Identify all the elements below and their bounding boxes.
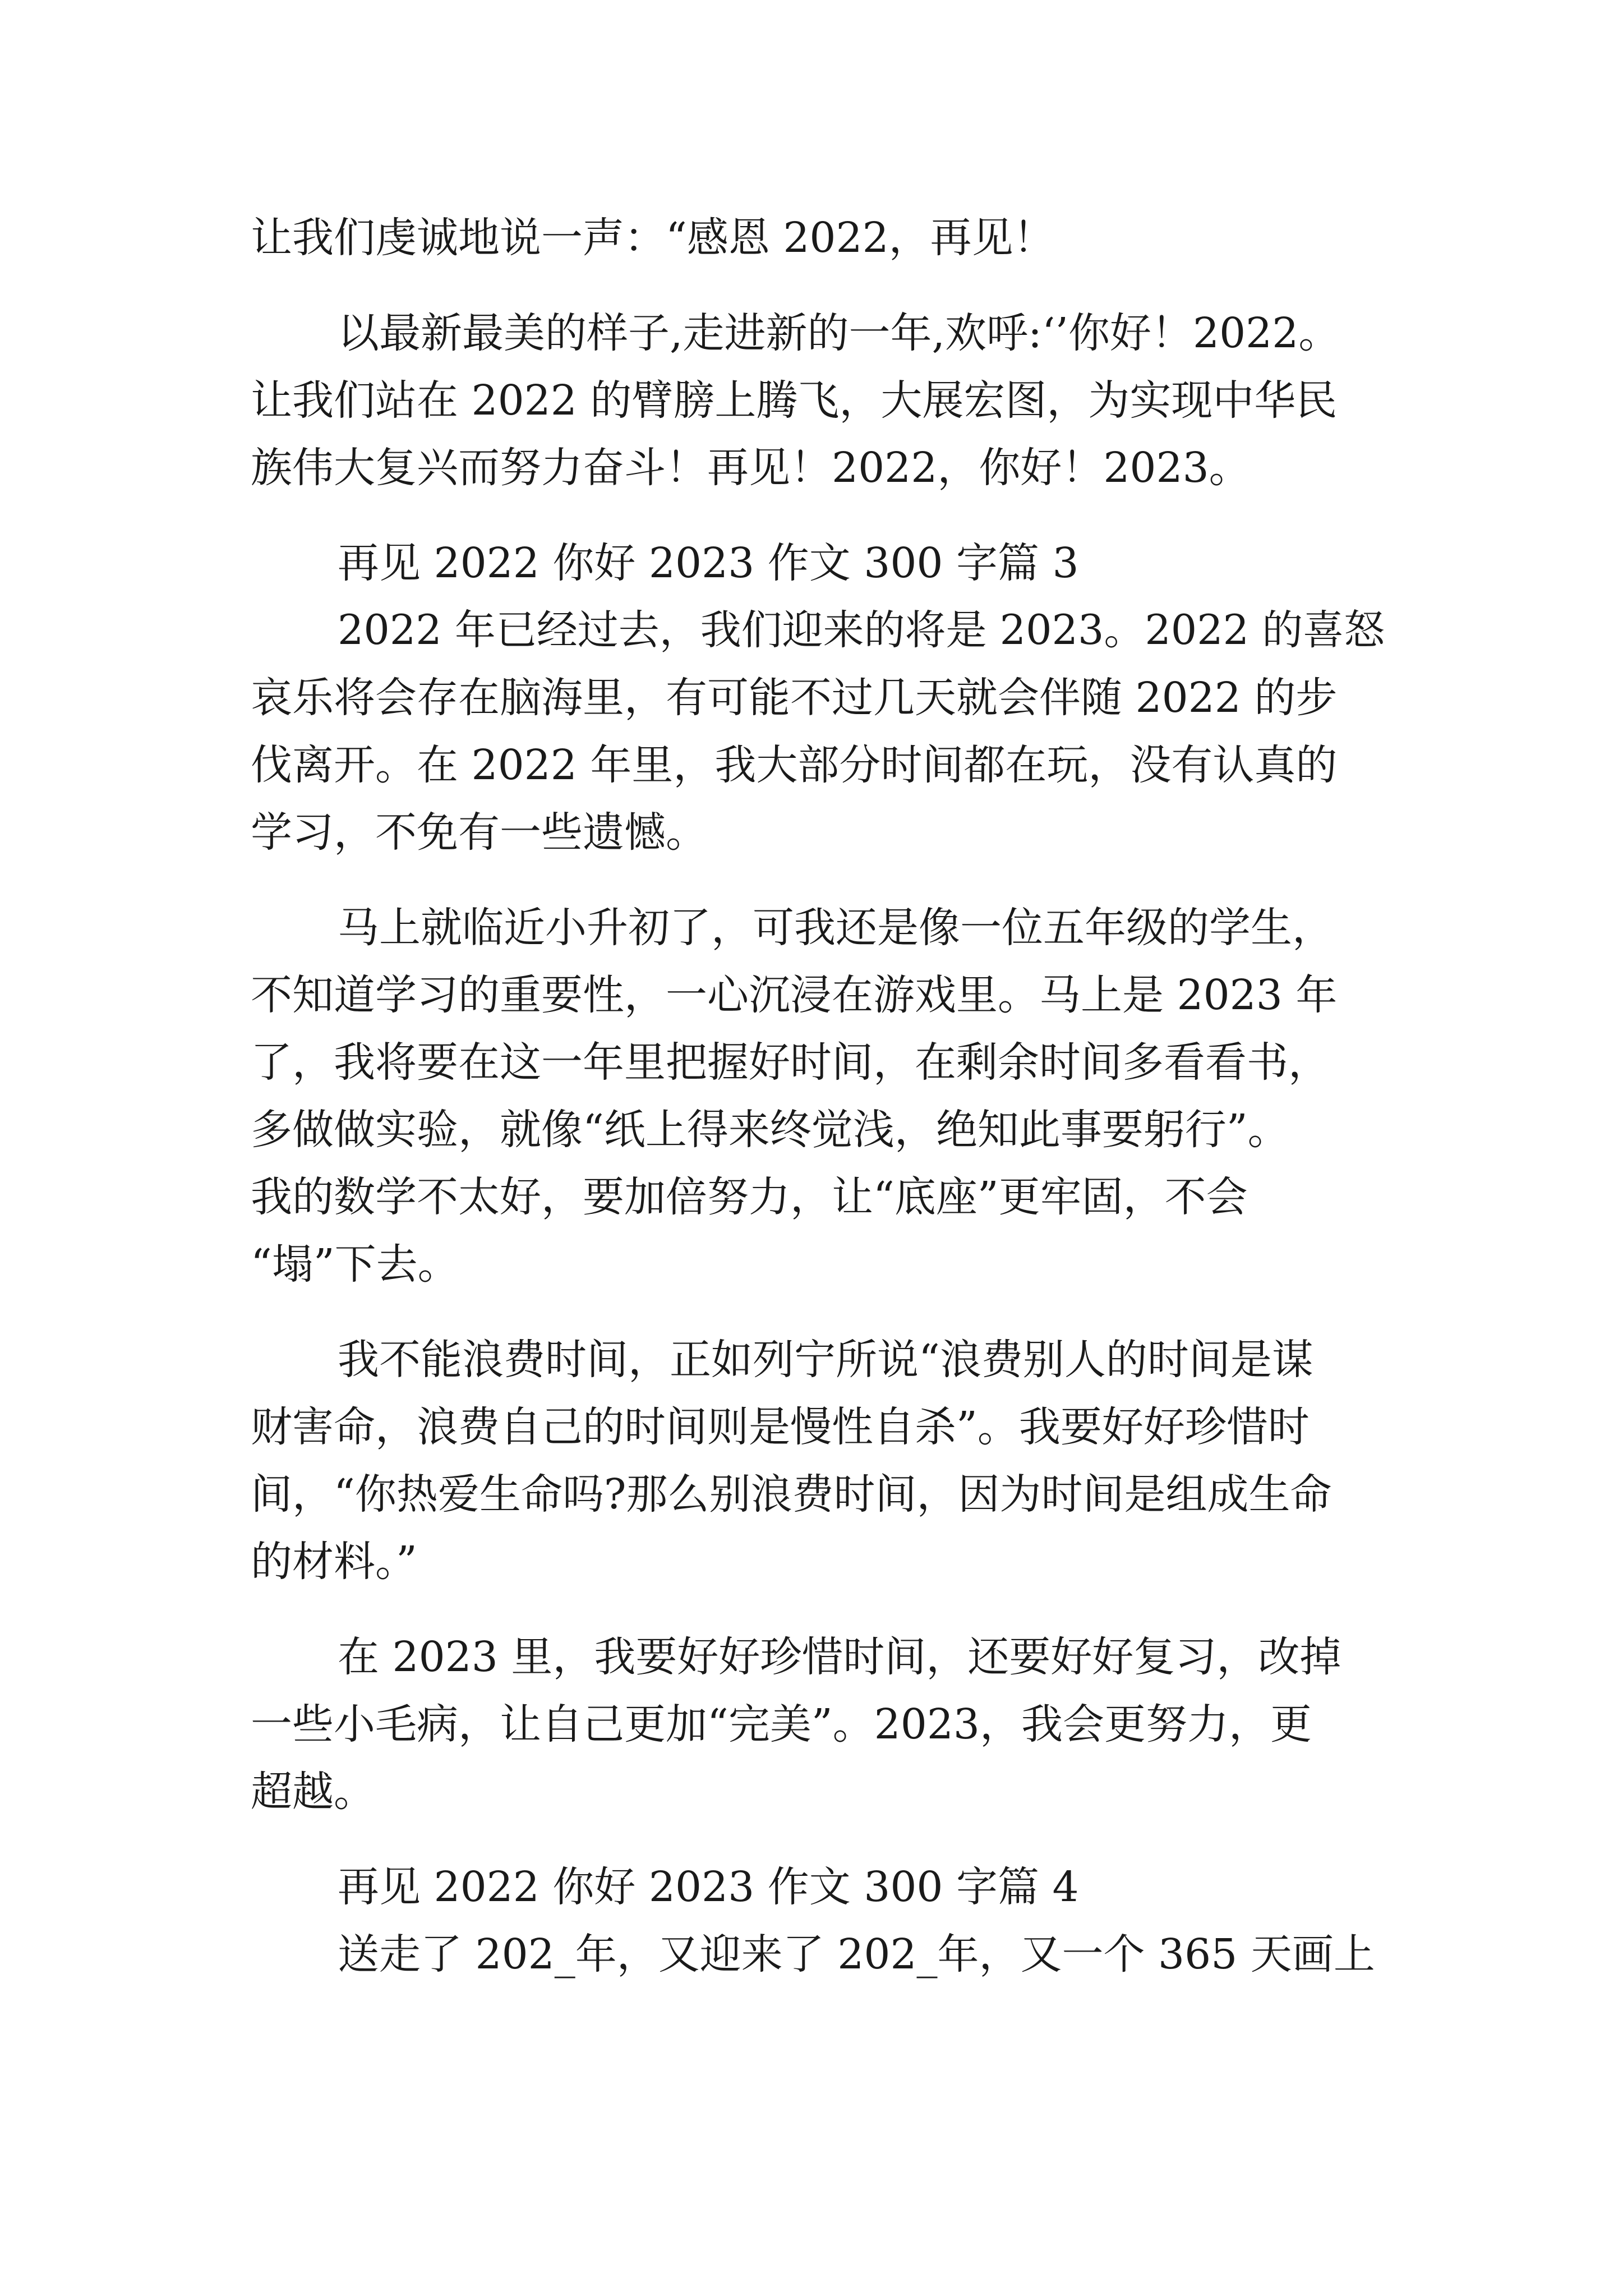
- text-line: 以最新最美的样子,走进新的一年,欢呼:‘’你好！2022。: [338, 309, 1340, 357]
- text-line: 的材料。”: [251, 1538, 417, 1586]
- text-line: 族伟大复兴而努力奋斗！再见！2022，你好！2023。: [251, 444, 1251, 492]
- text-line: 我的数学不太好，要加倍努力，让“底座”更牢固，不会: [251, 1173, 1248, 1221]
- text-line: “塌”下去。: [251, 1240, 459, 1289]
- text-line: 让我们站在 2022 的臂膀上腾飞，大展宏图，为实现中华民: [251, 376, 1338, 425]
- text-line: 财害命，浪费自己的时间则是慢性自杀”。我要好好珍惜时: [251, 1403, 1310, 1451]
- text-line: 学习，不免有一些遗憾。: [251, 808, 707, 857]
- text-line: 我不能浪费时间，正如列宁所说“浪费别人的时间是谋: [338, 1336, 1313, 1384]
- text-line: 一些小毛病，让自己更加“完美”。2023，我会更努力，更: [251, 1700, 1312, 1749]
- text-line: 间，“你热爱生命吗?那么别浪费时间，因为时间是组成生命: [251, 1470, 1332, 1519]
- text-line: 2022 年已经过去，我们迎来的将是 2023。2022 的喜怒: [338, 606, 1385, 654]
- text-line: 多做做实验，就像“纸上得来终觉浅，绝知此事要躬行”。: [251, 1106, 1289, 1154]
- text-line: 在 2023 里，我要好好珍惜时间，还要好好复习，改掉: [338, 1633, 1341, 1681]
- text-line: 伐离开。在 2022 年里，我大部分时间都在玩，没有认真的: [251, 741, 1338, 789]
- text-line: 让我们虔诚地说一声：“感恩 2022，再见！: [251, 214, 1055, 262]
- section-heading: 再见 2022 你好 2023 作文 300 字篇 3: [338, 539, 1079, 587]
- text-line: 不知道学习的重要性，一心沉浸在游戏里。马上是 2023 年: [251, 971, 1338, 1019]
- text-line: 超越。: [251, 1768, 375, 1816]
- text-line: 马上就临近小升初了，可我还是像一位五年级的学生，: [338, 904, 1334, 952]
- section-heading: 再见 2022 你好 2023 作文 300 字篇 4: [338, 1863, 1079, 1911]
- text-line: 送走了 202_年，又迎来了 202_年，又一个 365 天画上: [338, 1930, 1375, 1978]
- text-line: 哀乐将会存在脑海里，有可能不过几天就会伴随 2022 的步: [251, 674, 1338, 722]
- text-line: 了，我将要在这一年里把握好时间，在剩余时间多看看书，: [251, 1038, 1330, 1087]
